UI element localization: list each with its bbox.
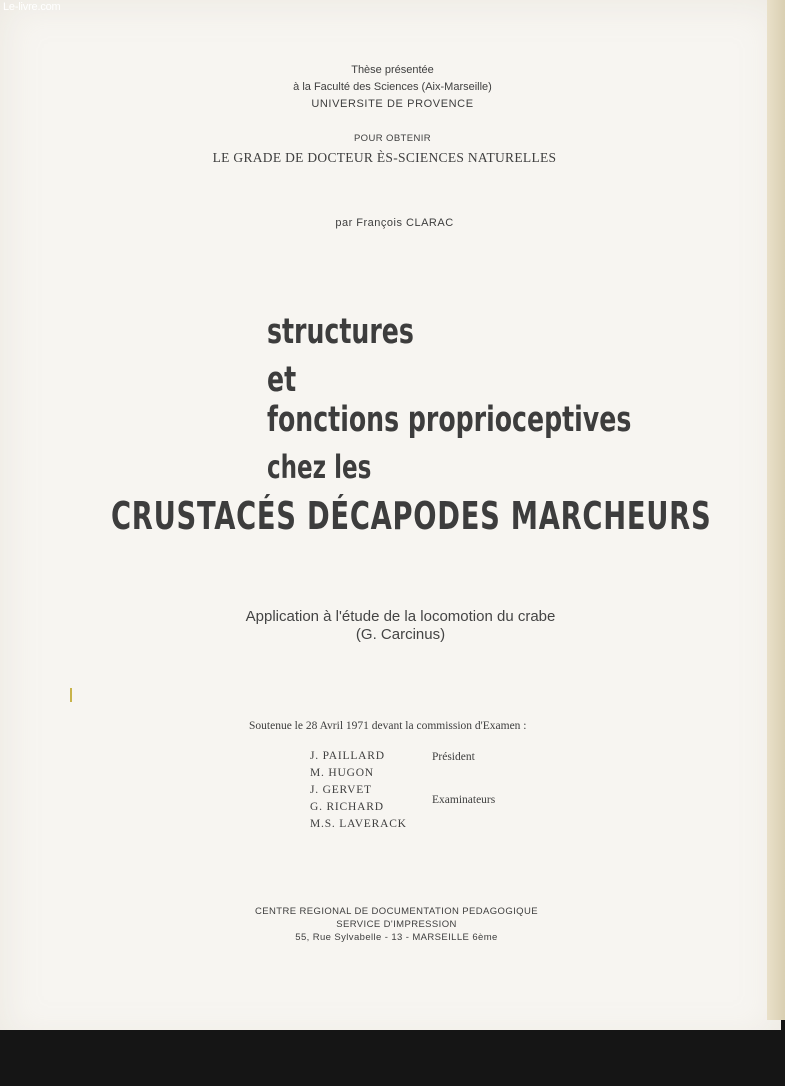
author-line: par François CLARAC [335, 217, 454, 229]
jury-member: G. RICHARD [310, 801, 384, 813]
footer-service-line: SERVICE D'IMPRESSION [336, 919, 457, 930]
university-line: UNIVERSITE DE PROVENCE [311, 98, 474, 110]
title-line-crustaces: CRUSTACÉS DÉCAPODES MARCHEURS [111, 494, 712, 538]
species-line: (G. Carcinus) [355, 626, 446, 643]
title-line-fonctions: fonctions proprioceptives [267, 400, 632, 440]
footer-address-line: 55, Rue Sylvabelle - 13 - MARSEILLE 6ème [295, 932, 498, 943]
president-role: Président [432, 751, 475, 763]
title-line-structures: structures [267, 312, 414, 352]
jury-member: J. PAILLARD [310, 750, 385, 762]
faculty-line: à la Faculté des Sciences (Aix-Marseille) [293, 81, 492, 93]
cover-edge [767, 0, 785, 1020]
grade-line: LE GRADE DE DOCTEUR ÈS-SCIENCES NATURELLES [212, 150, 557, 165]
thesis-line: Thèse présentée [351, 64, 434, 76]
jury-member: M.S. LAVERACK [310, 818, 407, 830]
application-line: Application à l'étude de la locomotion du crabe [245, 608, 556, 625]
title-line-et: et [267, 360, 297, 400]
watermark: Le-livre.com [3, 1, 61, 13]
yellow-mark [70, 688, 72, 702]
jury-member: M. HUGON [310, 767, 374, 779]
footer-centre-line: CENTRE REGIONAL DE DOCUMENTATION PEDAGOGIQUE [255, 906, 538, 917]
jury-member: J. GERVET [310, 784, 372, 796]
dark-background [0, 1030, 785, 1086]
jury-intro: Soutenue le 28 Avril 1971 devant la commission d'Examen : [249, 720, 527, 732]
title-line-chez-les: chez les [267, 448, 372, 486]
examinateurs-role: Examinateurs [432, 794, 496, 806]
pour-obtenir-line: POUR OBTENIR [353, 133, 432, 144]
